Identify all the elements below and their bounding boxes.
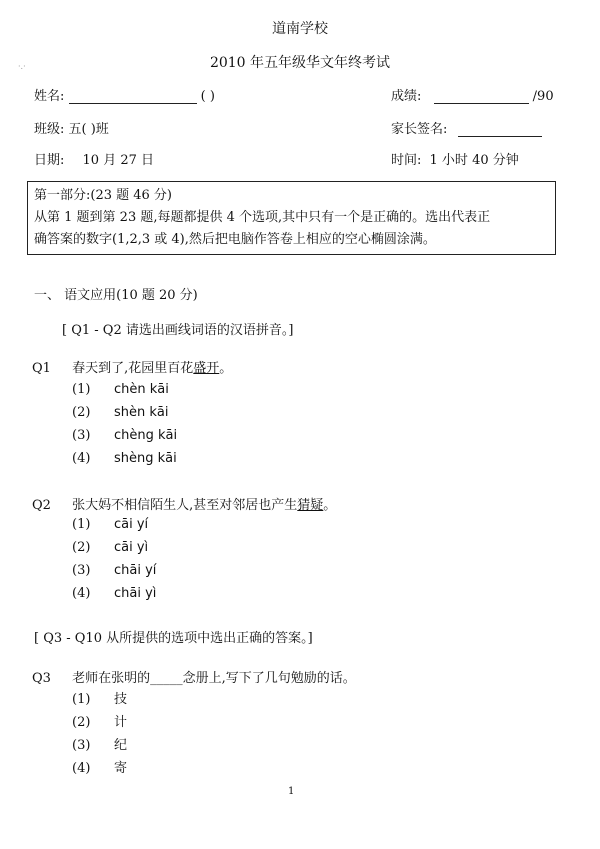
score-row [391, 85, 554, 104]
section-heading: 一、 语文应用(10 题 20 分) [34, 288, 198, 303]
options-q2 [72, 513, 156, 605]
option[interactable]: (2) shèn kāi [72, 405, 169, 420]
option[interactable]: (4) chāi yì [72, 586, 157, 601]
options-q1 [72, 378, 177, 470]
question-q2 [32, 494, 336, 513]
question-text: 老师在张明的_____念册上,写下了几句勉励的话。 [72, 671, 356, 686]
parent-label: 家长签名: [391, 122, 448, 137]
time-label: 时间: [391, 153, 422, 168]
part-one-instructions [27, 181, 556, 255]
option[interactable]: (1) 技 [72, 692, 128, 707]
time-row [391, 149, 519, 168]
date-value: 10 月 27 日 [82, 153, 155, 168]
school-name: 道南学校 [272, 21, 328, 37]
time-value: 1 小时 40 分钟 [429, 153, 519, 168]
question-q1 [32, 357, 232, 376]
score-total: /90 [532, 89, 554, 104]
date-row [34, 149, 154, 168]
option[interactable]: (2) 计 [72, 715, 128, 730]
score-blank[interactable] [434, 103, 529, 104]
date-label: 日期: [34, 153, 65, 168]
answer-blank: _____ [150, 671, 183, 686]
scan-mark: ·.· [18, 62, 26, 71]
option[interactable]: (3) chāi yí [72, 563, 157, 578]
option[interactable]: (1) cāi yí [72, 517, 149, 532]
name-label: 姓名: [34, 89, 65, 104]
name-paren: ( ) [200, 89, 215, 104]
parent-row [391, 118, 542, 137]
instruction-q1-q2: [ Q1 - Q2 请选出画线词语的汉语拼音。] [62, 323, 294, 338]
name-blank[interactable] [69, 103, 197, 104]
option[interactable]: (3) 纪 [72, 738, 128, 753]
class-label: 班级: [34, 122, 65, 137]
part-one-line1: 从第 1 题到第 23 题,每题都提供 4 个选项,其中只有一个是正确的。选出代表正 [34, 210, 491, 225]
option[interactable]: (1) chèn kāi [72, 382, 169, 397]
page-number: 1 [288, 786, 295, 797]
underlined-word: 盛开 [193, 361, 220, 376]
question-number: Q3 [32, 671, 51, 686]
question-number: Q1 [32, 361, 51, 376]
option[interactable]: (4) 寄 [72, 761, 128, 776]
part-one-line2: 确答案的数字(1,2,3 或 4),然后把电脑作答卷上相应的空心椭圆涂满。 [34, 232, 436, 247]
option[interactable]: (4) shèng kāi [72, 451, 177, 466]
exam-title: 2010 年五年级华文年终考试 [209, 55, 391, 71]
question-number: Q2 [32, 498, 51, 513]
part-one-title: 第一部分:(23 题 46 分) [34, 188, 173, 203]
parent-signature-blank[interactable] [458, 136, 542, 137]
name-row [34, 85, 215, 104]
option[interactable]: (2) cāi yì [72, 540, 149, 555]
option[interactable]: (3) chèng kāi [72, 428, 178, 443]
options-q3 [72, 688, 127, 780]
class-value: 五( )班 [68, 122, 109, 137]
score-label: 成绩: [391, 89, 422, 104]
question-text: 春天到了,花园里百花盛开。 [72, 361, 233, 376]
underlined-word: 猜疑 [297, 498, 324, 513]
class-row [34, 118, 109, 137]
question-q3 [32, 667, 356, 686]
instruction-q3-q10: [ Q3 - Q10 从所提供的选项中选出正确的答案。] [34, 631, 313, 646]
question-text: 张大妈不相信陌生人,甚至对邻居也产生猜疑。 [72, 498, 337, 513]
